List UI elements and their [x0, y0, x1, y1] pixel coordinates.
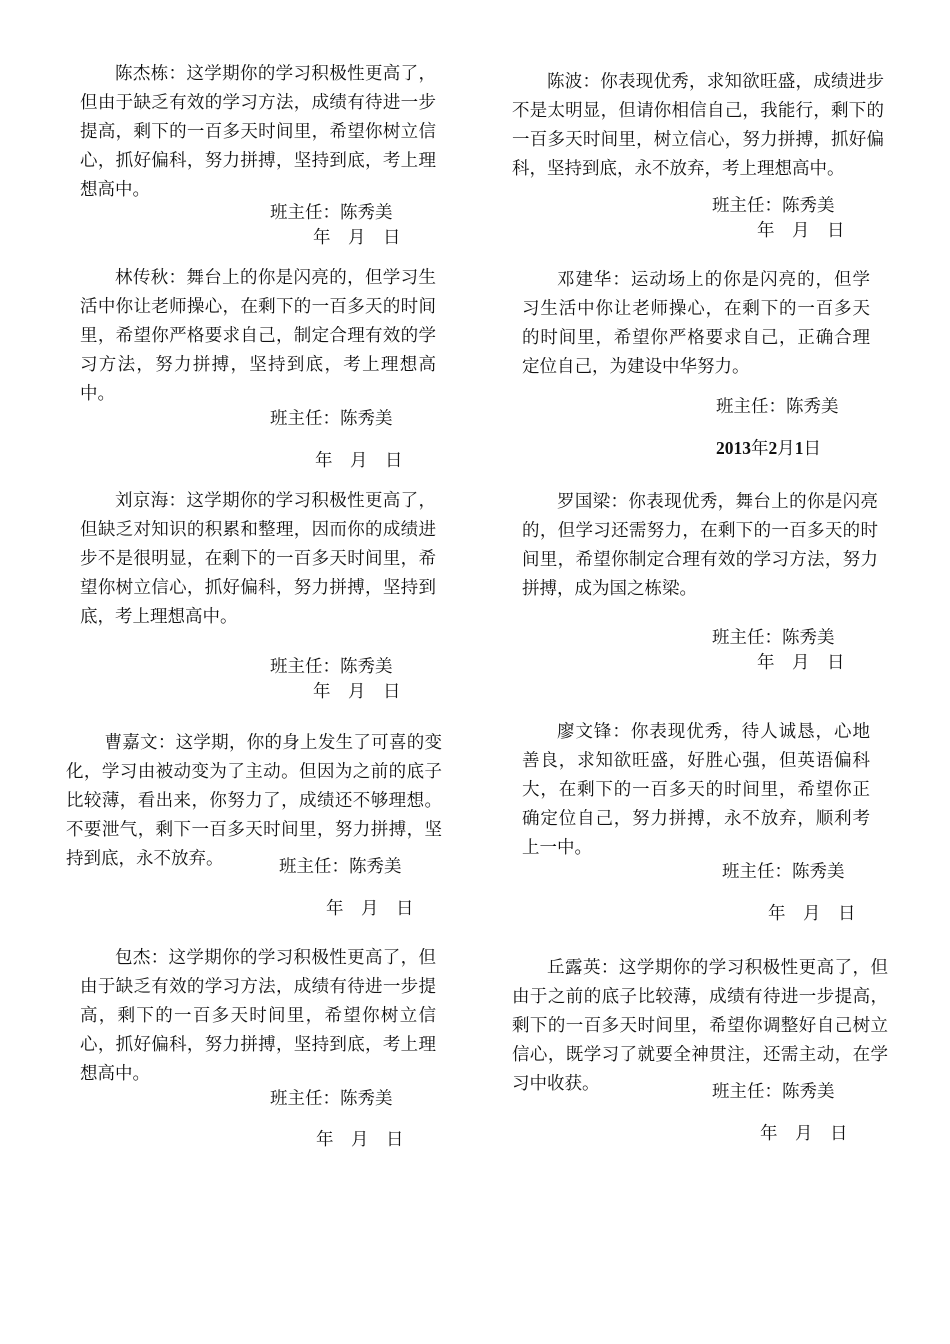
comment-text: 罗国梁：你表现优秀，舞台上的你是闪亮的，但学习还需努力，在剩下的一百多天的时间里，希望你制定合理有效的学习方法，努力拼搏，成为国之栋梁。: [522, 492, 878, 599]
date-year-suffix: 年: [751, 439, 769, 459]
comment-block: [80, 944, 436, 1089]
date-line: 年 月 日: [313, 682, 401, 702]
signature: 班主任：陈秀美: [712, 1082, 835, 1102]
signature: 班主任：陈秀美: [270, 1089, 393, 1109]
date-month: 2: [768, 438, 778, 458]
comment-text: 邓建华：运动场上的你是闪亮的，但学习生活中你让老师操心，在剩下的一百多天的时间里，希望你严格要求自己，正确合理定位自己，为建设中华努力。: [522, 270, 870, 377]
signature: 班主任：陈秀美: [712, 628, 835, 648]
signature: 班主任：陈秀美: [716, 397, 839, 417]
date-line: 年 月 日: [757, 221, 845, 241]
date-line: 年 月 日: [316, 1130, 404, 1150]
comment-text: 林传秋：舞台上的你是闪亮的，但学习生活中你让老师操心，在剩下的一百多天的时间里，希望你严格要求自己，制定合理有效的学习方法，努力拼搏，坚持到底，考上理想高中。: [80, 268, 436, 404]
comment-text: 丘露英：这学期你的学习积极性更高了，但由于之前的底子比较薄，成绩有待进一步提高，剩下的一百多天时间里，希望你调整好自己树立信心，既学习了就要全神贯注，还需主动，在学习中收获。: [512, 958, 888, 1094]
signature: 班主任：陈秀美: [270, 203, 393, 223]
date-line: 年 月 日: [326, 899, 414, 919]
date-day: 1: [794, 438, 804, 458]
signature: 班主任：陈秀美: [279, 857, 402, 877]
comment-text: 刘京海：这学期你的学习积极性更高了，但缺乏对知识的积累和整理，因而你的成绩进步不是很明显，在剩下的一百多天时间里，希望你树立信心，抓好偏科，努力拼搏，坚持到底，考上理想高中。: [80, 491, 436, 627]
comment-text: 陈杰栋：这学期你的学习积极性更高了，但由于缺乏有效的学习方法，成绩有待进一步提高，剩下的一百多天时间里，希望你树立信心，抓好偏科，努力拼搏，坚持到底，考上理想高中。: [80, 64, 436, 200]
comment-block: [80, 264, 436, 409]
comment-block: [522, 718, 870, 863]
signature: 班主任：陈秀美: [270, 657, 393, 677]
comment-block: [80, 60, 436, 205]
signature: 班主任：陈秀美: [270, 409, 393, 429]
date-line: 年 月 日: [315, 451, 403, 471]
comment-text: 曹嘉文：这学期，你的身上发生了可喜的变化，学习由被动变为了主动。但因为之前的底子比较薄，看出来，你努力了，成绩还不够理想。不要泄气，剩下一百多天时间里，努力拼搏，坚持到底，永不放弃。: [66, 733, 442, 869]
signature: 班主任：陈秀美: [712, 196, 835, 216]
date-line: 年 月 日: [768, 904, 856, 924]
date-year: 2013: [716, 438, 751, 458]
comment-text: 陈波：你表现优秀，求知欲旺盛，成绩进步不是太明显，但请你相信自己，我能行，剩下的一百多天时间里，树立信心，努力拼搏，抓好偏科，坚持到底，永不放弃，考上理想高中。: [512, 72, 884, 179]
date-day-suffix: 日: [803, 439, 821, 459]
comment-block: [522, 266, 870, 382]
date-line: [716, 434, 821, 464]
signature: 班主任：陈秀美: [722, 862, 845, 882]
date-month-suffix: 月: [777, 439, 795, 459]
comment-block: [80, 487, 436, 632]
date-line: 年 月 日: [760, 1124, 848, 1144]
date-line: 年 月 日: [313, 228, 401, 248]
comment-text: 廖文锋：你表现优秀，待人诚恳，心地善良，求知欲旺盛，好胜心强，但英语偏科大，在剩下的一百多天的时间里，希望你正确定位自己，努力拼搏，永不放弃，顺利考上一中。: [522, 722, 870, 858]
comment-text: 包杰：这学期你的学习积极性更高了，但由于缺乏有效的学习方法，成绩有待进一步提高，剩下的一百多天时间里，希望你树立信心，抓好偏科，努力拼搏，坚持到底，考上理想高中。: [80, 948, 436, 1084]
date-line: 年 月 日: [757, 653, 845, 673]
comment-block: [512, 68, 884, 184]
comment-block: [522, 488, 878, 604]
